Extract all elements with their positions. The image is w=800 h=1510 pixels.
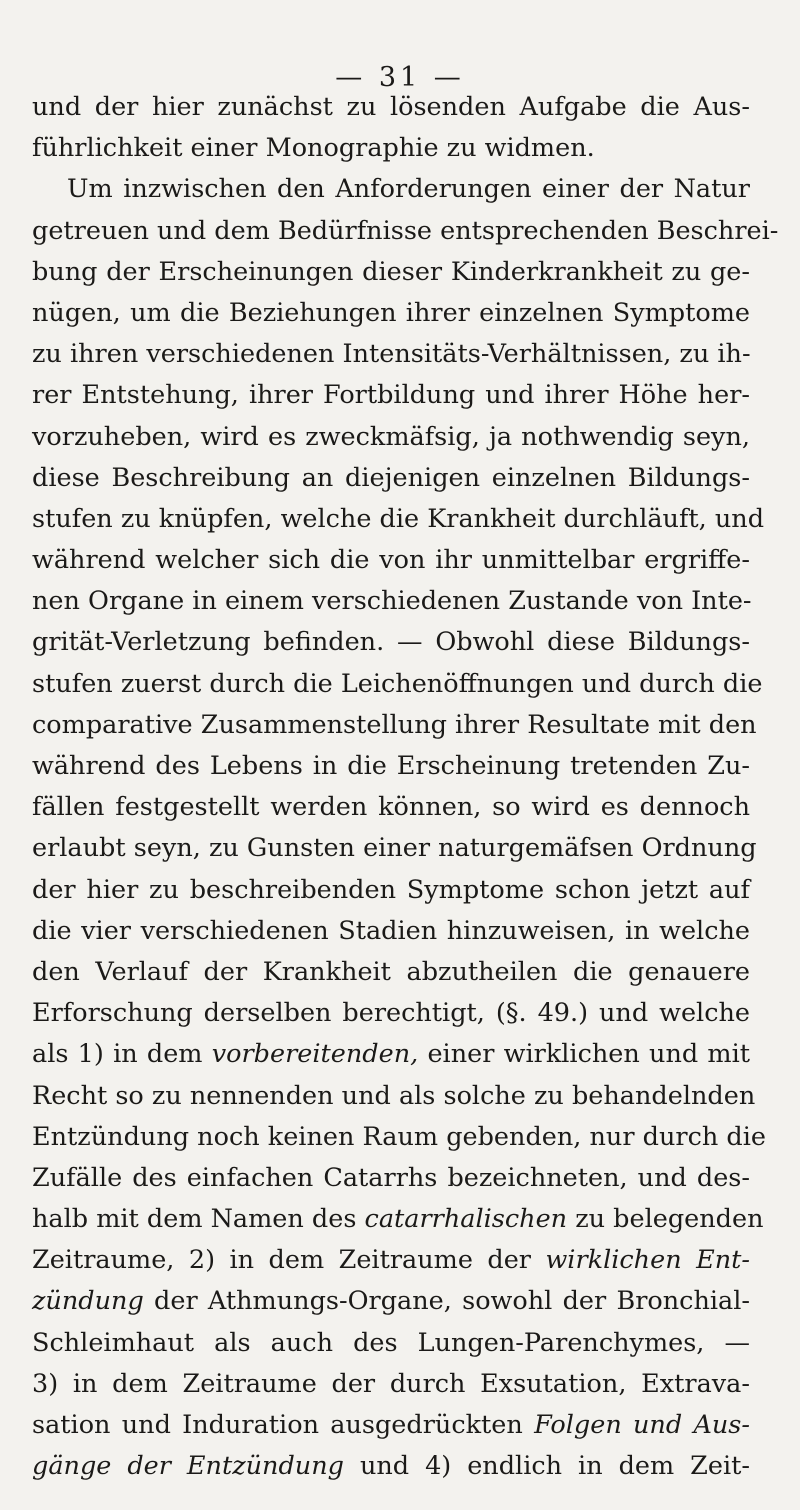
- text-line: [32, 1323, 750, 1364]
- paragraph-first-line: [32, 169, 750, 210]
- line-text: und 4) endlich in dem Zeit-: [343, 1451, 750, 1482]
- line-text: Entzündung noch keinen Raum gebenden, nur durch die: [32, 1121, 766, 1152]
- text-line: [32, 293, 750, 334]
- line-text: comparative Zusammenstellung ihrer Resultate mit den: [32, 709, 757, 740]
- line-text: als 1) in dem: [32, 1039, 212, 1070]
- line-text: zu ihren verschiedenen Intensitäts-Verhältnissen, zu ih-: [32, 339, 751, 370]
- line-text: grität-Verletzung befinden. — Obwohl diese Bildungs-: [32, 627, 750, 658]
- text-line: [32, 952, 750, 993]
- text-line: [32, 746, 750, 787]
- text-line: [32, 128, 750, 169]
- text-line: [32, 828, 757, 869]
- italic-term: Folgen und Aus-: [534, 1410, 750, 1440]
- italic-term: wirklichen Ent-: [545, 1245, 750, 1276]
- text-line: [32, 622, 750, 663]
- text-line: [32, 87, 750, 128]
- line-text: den Verlauf der Krankheit abzutheilen die genauere: [32, 956, 750, 987]
- text-line: [32, 252, 750, 293]
- text-line: [32, 1281, 750, 1322]
- line-text: 3) in dem Zeitraume der durch Exsutation, Extrava-: [32, 1368, 750, 1399]
- line-text: nügen, um die Beziehungen ihrer einzelnen Symptome: [32, 297, 750, 328]
- text-line: [32, 1117, 766, 1158]
- line-text: nen Organe in einem verschiedenen Zustande von Inte-: [32, 586, 752, 617]
- line-text: während des Lebens in die Erscheinung tretenden Zu-: [32, 751, 750, 781]
- text-line: [32, 1446, 750, 1487]
- line-text: halb mit dem Namen des: [32, 1204, 365, 1235]
- line-text: führlichkeit einer Monographie zu widmen.: [32, 133, 595, 164]
- text-line: [32, 458, 750, 499]
- text-line: [32, 787, 750, 828]
- body-text: [32, 87, 779, 1487]
- text-line: [32, 664, 763, 705]
- line-text: Zufälle des einfachen Catarrhs bezeichneten, und des-: [32, 1162, 750, 1193]
- line-text: und der hier zunächst zu lösenden Aufgabe die Aus-: [32, 92, 750, 122]
- line-text: zu belegenden: [567, 1204, 764, 1235]
- text-line: [32, 581, 750, 622]
- text-line: [32, 499, 765, 540]
- line-text: fällen festgestellt werden können, so wird es dennoch: [32, 792, 750, 823]
- text-line: [32, 1076, 756, 1117]
- text-line: [32, 1158, 750, 1199]
- line-text: sation und Induration ausgedrückten: [32, 1410, 535, 1440]
- text-line: [32, 334, 750, 375]
- text-line: [32, 417, 750, 458]
- line-text: einer wirklichen und mit: [418, 1039, 751, 1070]
- text-line: [32, 375, 750, 416]
- text-line: [32, 1364, 750, 1405]
- line-text: bung der Erscheinungen dieser Kinderkrankheit zu ge-: [32, 256, 750, 287]
- line-text: getreuen und dem Bedürfnisse entsprechenden Beschrei-: [32, 215, 779, 246]
- italic-term: gänge der Entzündung: [32, 1451, 344, 1482]
- line-text: stufen zuerst durch die Leichenöffnungen und durch die: [32, 668, 763, 699]
- text-line: [32, 1405, 750, 1446]
- italic-term: catarrhalischen: [364, 1204, 568, 1235]
- line-text: Um inzwischen den Anforderungen einer der Natur: [67, 174, 750, 205]
- line-text: Erforschung derselben berechtigt, (§. 49.) und welche: [32, 998, 750, 1029]
- line-text: Recht so zu nennenden und als solche zu behandelnden: [32, 1080, 756, 1111]
- line-text: vorzuheben, wird es zweckmäfsig, ja nothwendig seyn,: [32, 421, 750, 452]
- text-line: [32, 1240, 750, 1281]
- line-text: der hier zu beschreibenden Symptome schon jetzt auf: [32, 874, 750, 905]
- line-text: erlaubt seyn, zu Gunsten einer naturgemäfsen Ordnung: [32, 833, 757, 864]
- text-line: [32, 211, 779, 252]
- text-line: [32, 993, 750, 1034]
- line-text: während welcher sich die von ihr unmittelbar ergriffe-: [32, 545, 750, 576]
- page-number: — 31 —: [335, 62, 465, 93]
- line-text: Zeitraume, 2) in dem Zeitraume der: [32, 1245, 546, 1276]
- text-line: [32, 540, 750, 581]
- text-line: [32, 1034, 750, 1075]
- line-text: die vier verschiedenen Stadien hinzuweisen, in welche: [32, 915, 750, 946]
- line-text: der Athmungs-Organe, sowohl der Bronchial-: [143, 1286, 750, 1317]
- line-text: rer Entstehung, ihrer Fortbildung und ihrer Höhe her-: [32, 380, 750, 411]
- line-text: Schleimhaut als auch des Lungen-Parenchymes, —: [32, 1327, 750, 1358]
- text-line: [32, 911, 750, 952]
- italic-term: vorbereitenden,: [211, 1039, 419, 1070]
- text-line: [32, 705, 757, 746]
- line-text: stufen zu knüpfen, welche die Krankheit durchläuft, und: [32, 503, 765, 534]
- text-line: [32, 870, 750, 911]
- text-line: [32, 1199, 764, 1240]
- italic-term: zündung: [32, 1286, 144, 1317]
- line-text: diese Beschreibung an diejenigen einzelnen Bildungs-: [32, 462, 750, 493]
